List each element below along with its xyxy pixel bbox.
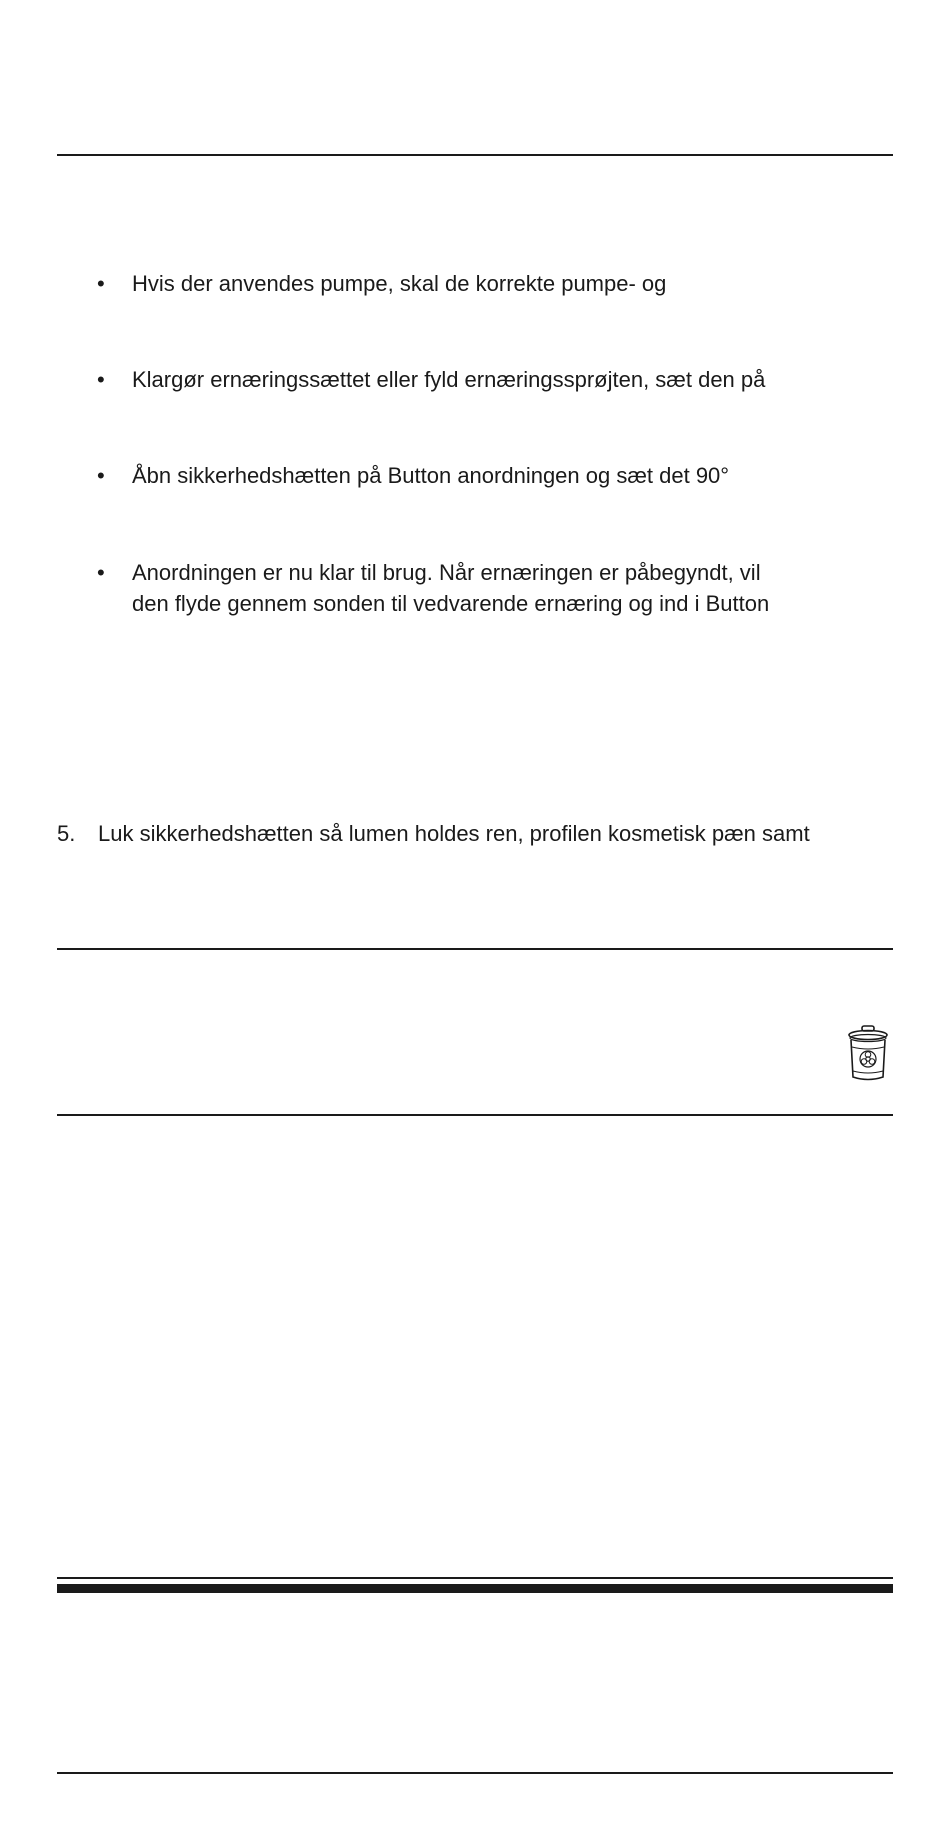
bullet-text-pump: Hvis der anvendes pumpe, skal de korrekte pumpe- og (132, 271, 667, 296)
double-rule-thick (57, 1584, 893, 1593)
bullet-text-open-cap: Åbn sikkerhedshætten på Button anordningen og sæt det 90° (132, 463, 730, 488)
top-rule (57, 154, 893, 156)
bullet-marker: • (97, 560, 105, 585)
bullet-marker: • (97, 463, 105, 488)
section-rule-upper (57, 948, 893, 950)
bullet-marker: • (97, 271, 105, 296)
bullet-text-ready-line-1: Anordningen er nu klar til brug. Når ernæringen er påbegyndt, vil (132, 560, 761, 585)
bullet-marker: • (97, 367, 105, 392)
step-text: Luk sikkerhedshætten så lumen holdes ren, profilen kosmetisk pæn samt (98, 821, 810, 846)
section-rule-lower (57, 1114, 893, 1116)
bullet-text-ready-line-2: den flyde gennem sonden til vedvarende ernæring og ind i Button (132, 591, 770, 616)
step-number: 5. (57, 821, 76, 846)
bullet-text-prepare-set: Klargør ernæringssættet eller fyld ernæringssprøjten, sæt den på (132, 367, 766, 392)
biohazard-bin-icon (846, 1025, 890, 1083)
double-rule-thin (57, 1577, 893, 1579)
bottom-rule (57, 1772, 893, 1774)
